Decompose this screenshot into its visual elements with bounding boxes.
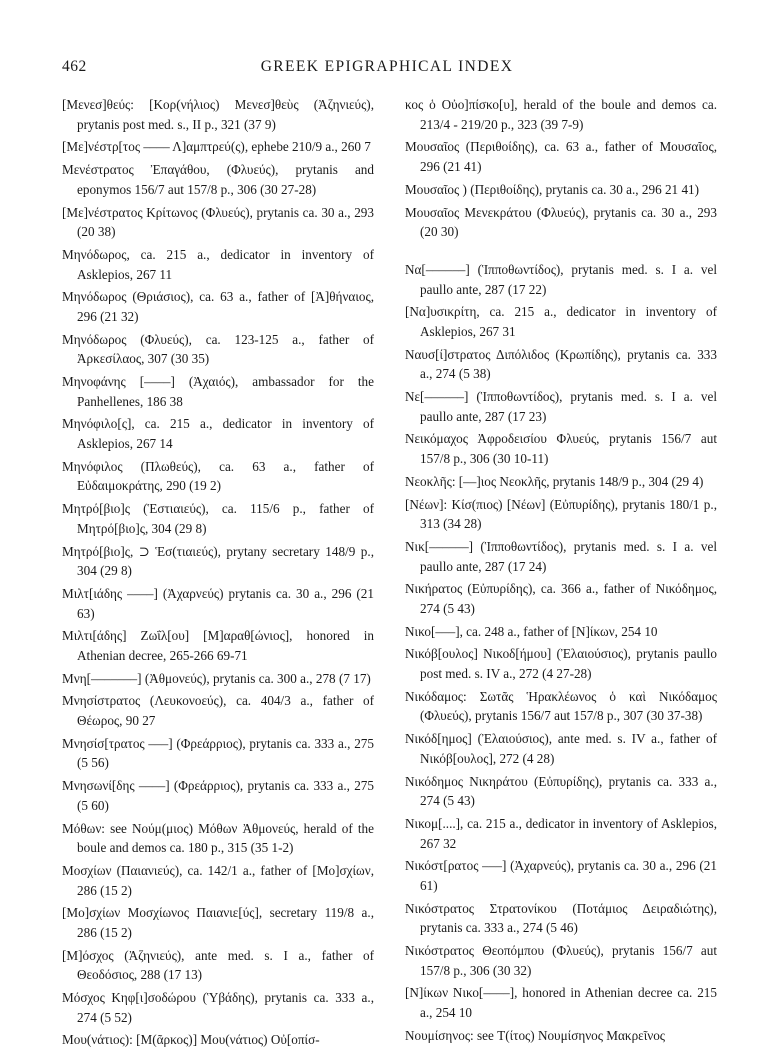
index-entry: Νε[––––––] (Ἱπποθωντίδος), prytanis med. s. I a. vel paullo ante, 287 (17 23) [405, 389, 717, 424]
index-entry: Νικόβ[ουλος] Νικοδ[ήμου] (Ἐλαιούσιος), prytanis paullo post med. s. IV a., 272 (4 27-28) [405, 646, 717, 682]
index-entry: [Να]υσικρίτη, ca. 215 a., dedicator in inventory of Asklepios, 267 31 [405, 304, 717, 339]
index-entry: Μόθων: see Νούμ(μιος) Μόθων Ἀθμονεύς, herald of the boule and demos ca. 180 p., 315 (35 1-2) [62, 820, 374, 856]
index-entry: Νικομ[....], ca. 215 a., dedicator in inventory of Asklepios, 267 32 [405, 815, 717, 851]
index-entry: Μόσχος Κηφ[ι]σοδώρου (Ὑβάδης), prytanis ca. 333 a., 274 (5 52) [62, 990, 374, 1025]
right-column-top-group [405, 95, 717, 242]
index-entry: Νικήρατος (Εὐπυρίδης), ca. 366 a., father of Νικόδημος, 274 (5 43) [405, 581, 717, 616]
index-entry: Νικ[––––––] (Ἱπποθωντίδος), prytanis med. s. I a. vel paullo ante, 287 (17 24) [405, 538, 717, 574]
index-entry: Μουσαῖος Μενεκράτου (Φλυεύς), prytanis ca. 30 a., 293 (20 30) [405, 204, 717, 240]
index-entry: κος ὁ Οὐο]πίσκο[υ], herald of the boule and demos ca. 213/4 - 219/20 p., 323 (39 7-9) [405, 97, 717, 132]
index-entry: Μνησωνί[δης ––––] (Φρεάρριος), prytanis ca. 333 a., 275 (5 60) [62, 778, 374, 813]
section-gap [405, 245, 717, 260]
page-number: 462 [62, 58, 87, 75]
index-entry: Μιλτι[άδης] Ζωΐλ[ου] [Μ]αραθ[ώνιος], honored in Athenian decree, 265-266 69-71 [62, 628, 374, 663]
page-header [62, 58, 712, 82]
index-entry: Μιλτ[ιάδης ––––] (Ἀχαρνεύς) prytanis ca. 30 a., 296 (21 63) [62, 585, 374, 621]
index-entry: Μηνόδωρος (Θριάσιος), ca. 63 a., father of [Ἀ]θήναιος, 296 (21 32) [62, 289, 374, 324]
index-entry: Ναυσ[ί]στρατος Διπόλιδος (Κρωπίδης), prytanis ca. 333 a., 274 (5 38) [405, 346, 717, 382]
index-entry: [Μο]σχίων Μοσχίωνος Παιανιε[ύς], secretary 119/8 a., 286 (15 2) [62, 905, 374, 940]
index-entry: Μνησίστρατος (Λευκονοεύς), ca. 404/3 a., father of Θέωρος, 90 27 [62, 693, 374, 729]
index-entry: Νεικόμαχος Ἀφροδεισίου Φλυεύς, prytanis 156/7 aut 157/8 p., 306 (30 10-11) [405, 431, 717, 466]
index-entry: Μνησίσ[τρατος –––] (Φρεάρριος), prytanis ca. 333 a., 275 (5 56) [62, 735, 374, 771]
index-entry: Νικόδ[ημος] (Ἐλαιούσιος), ante med. s. IV a., father of Νικόβ[ουλος], 272 (4 28) [405, 731, 717, 766]
running-head: GREEK EPIGRAPHICAL INDEX [260, 58, 514, 75]
index-entry: Μνη[–––––––] (Ἀθμονεύς), prytanis ca. 300 a., 278 (7 17) [62, 670, 371, 686]
index-entry: [Ν]ίκων Νικο[––––], honored in Athenian decree ca. 215 a., 254 10 [405, 985, 717, 1021]
left-column [62, 95, 374, 1053]
index-entry: Μητρό[βιο]ς (Ἑστιαιεύς), ca. 115/6 p., father of Μητρό[βιο]ς, 304 (29 8) [62, 501, 374, 536]
index-entry: Νουμίσηνος: see Τ(ίτος) Νουμίσηνος Μακρεῖνος [405, 1027, 666, 1043]
index-entry: Νικόδαμος: Σωτᾶς Ἡρακλέωνος ὁ καὶ Νικόδαμος (Φλυεύς), prytanis 156/7 aut 157/8 p., 307 (30 37-38) [405, 688, 717, 724]
index-entry: [Νέων]: Κίσ(πιος) [Νέων] (Εὐπυρίδης), prytanis 180/1 p., 313 (34 28) [405, 496, 717, 532]
index-entry: Νικο[–––], ca. 248 a., father of [Ν]ίκων, 254 10 [405, 623, 658, 639]
index-entry: Μενέστρατος Ἐπαγάθου, (Φλυεύς), prytanis and eponymos 156/7 aut 157/8 p., 306 (30 27-28) [62, 162, 374, 197]
index-entry: Νεοκλῆς: [––]ιος Νεοκλῆς, prytanis 148/9 p., 304 (29 4) [405, 473, 704, 489]
index-entry: [Με]νέστρ[τος –––– Λ]αμπτρεύ(ς), ephebe 210/9 a., 260 7 [62, 139, 371, 155]
index-entry: Νικόδημος Νικηράτου (Εὐπυρίδης), prytanis ca. 333 a., 274 (5 43) [405, 773, 717, 809]
index-entry: Μηνόφιλο[ς], ca. 215 a., dedicator in inventory of Asklepios, 267 14 [62, 416, 374, 451]
index-entry: Μηνοφάνης [––––] (Ἀχαιός), ambassador for the Panhellenes, 186 38 [62, 374, 374, 409]
right-column [405, 95, 717, 1049]
index-entry: Νικόστρατος Στρατονίκου (Ποτάμιος Δειραδιώτης), prytanis ca. 333 a., 274 (5 46) [405, 900, 717, 936]
index-entry: Να[––––––] (Ἱπποθωντίδος), prytanis med. s. I a. vel paullo ante, 287 (17 22) [405, 261, 717, 297]
index-entry: Μοσχίων (Παιανιεύς), ca. 142/1 a., father of [Μο]σχίων, 286 (15 2) [62, 862, 374, 898]
index-entry: [Μ]όσχος (Ἀζηνιεύς), ante med. s. I a., father of Θεοδόσιος, 288 (17 13) [62, 947, 374, 983]
index-entry: Μουσαῖος (Περιθοίδης), ca. 63 a., father of Μουσαῖος, 296 (21 41) [405, 139, 717, 174]
index-entry: Μουσαῖος ) (Περιθοίδης), prytanis ca. 30 a., 296 21 41) [405, 181, 700, 197]
index-entry: Μηνόφιλος (Πλωθεύς), ca. 63 a., father of Εὐδαιμοκράτης, 290 (19 2) [62, 458, 374, 494]
index-entry: Νικόστρατος Θεοπόμπου (Φλυεύς), prytanis 156/7 aut 157/8 p., 306 (30 32) [405, 943, 717, 978]
index-entry: Νικόστ[ρατος –––] (Ἀχαρνεύς), prytanis ca. 30 a., 296 (21 61) [405, 858, 717, 893]
index-entry: Μητρό[βιο]ς, ⊃ Ἑσ(τιαιεύς), prytany secretary 148/9 p., 304 (29 8) [62, 543, 374, 579]
index-entry: Μηνόδωρος (Φλυεύς), ca. 123-125 a., father of Ἀρκεσίλαος, 307 (30 35) [62, 331, 374, 367]
right-column-bottom-group [405, 260, 717, 1046]
index-entry: Μηνόδωρος, ca. 215 a., dedicator in inventory of Asklepios, 267 11 [62, 246, 374, 282]
index-entry: [Με]νέστρατος Κρίτωνος (Φλυεύς), prytanis ca. 30 a., 293 (20 38) [62, 204, 374, 240]
index-entry: [Μενεσ]θεύς: [Κορ(νήλιος) Μενεσ]θεὺς (Ἀζηνιεύς), prytanis post med. s., II p., 321 (37 9) [62, 97, 374, 132]
index-entry: Μου(νάτιος): [Μ(ᾶρκος)] Μου(νάτιος) Οὐ[οπίσ- [62, 1032, 320, 1048]
